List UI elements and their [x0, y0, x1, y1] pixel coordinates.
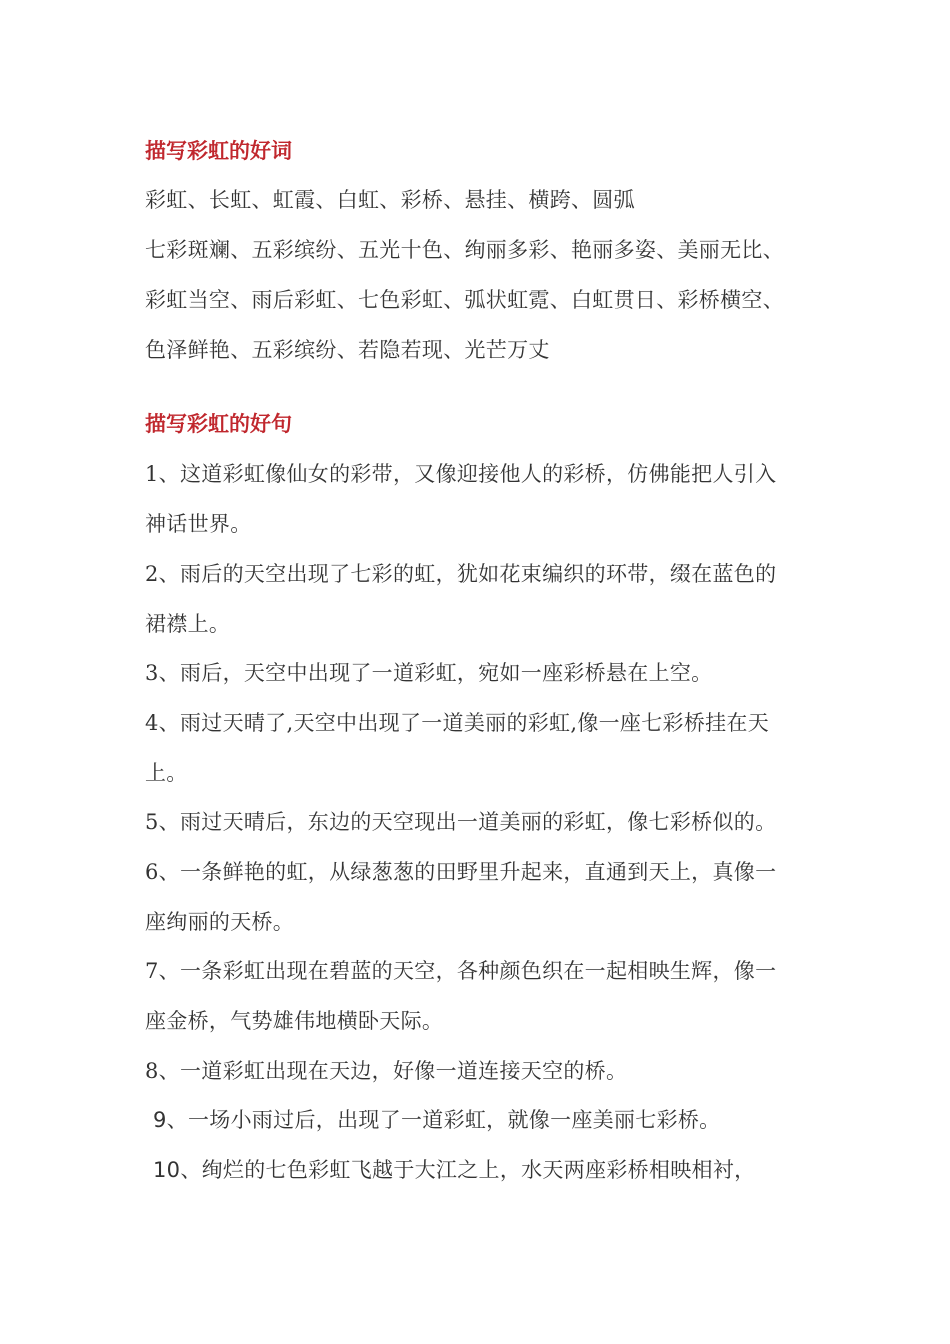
sentence-number: 4 [145, 711, 159, 735]
sentence-4-cont: 上。 [145, 761, 188, 785]
sentence-number: 8 [145, 1059, 159, 1083]
sentence-2 [145, 559, 776, 589]
sentence-number: 2 [145, 562, 159, 586]
word-line: 彩虹、长虹、虹霞、白虹、彩桥、悬挂、横跨、圆弧 [145, 188, 635, 212]
word-line: 色泽鲜艳、五彩缤纷、若隐若现、光芒万丈 [145, 338, 550, 362]
sentence-7-cont: 座金桥，气势雄伟地横卧天际。 [145, 1009, 444, 1033]
sentence-text: 、一场小雨过后，出现了一道彩虹，就像一座美丽七彩桥。 [166, 1108, 721, 1132]
sentence-3 [145, 658, 712, 688]
sentence-1 [145, 459, 776, 489]
sentence-text: 、一条鲜艳的虹，从绿葱葱的田野里升起来，直通到天上，真像一 [158, 860, 777, 884]
sentence-text: 、绚烂的七色彩虹飞越于大江之上，水天两座彩桥相映相衬， [180, 1158, 756, 1182]
sentence-text: 、雨后，天空中出现了一道彩虹，宛如一座彩桥悬在上空。 [158, 661, 713, 685]
sentence-number: 5 [145, 810, 159, 834]
sentence-10 [153, 1155, 755, 1185]
sentence-number: 7 [145, 959, 159, 983]
sentence-text: 、一条彩虹出现在碧蓝的天空，各种颜色织在一起相映生辉，像一 [158, 959, 777, 983]
sentence-6-cont: 座绚丽的天桥。 [145, 910, 295, 934]
sentence-4 [145, 708, 769, 738]
sentence-text: 、这道彩虹像仙女的彩带，又像迎接他人的彩桥，仿佛能把人引入 [158, 462, 777, 486]
sentence-text: 、雨过天晴后，东边的天空现出一道美丽的彩虹，像七彩桥似的。 [158, 810, 777, 834]
sentence-5 [145, 807, 776, 837]
sentence-7 [145, 956, 776, 986]
heading-good-sentences: 描写彩虹的好句 [145, 412, 292, 436]
sentence-text: 、雨过天晴了,天空中出现了一道美丽的彩虹,像一座七彩桥挂在天 [158, 711, 770, 735]
sentence-6 [145, 857, 776, 887]
sentence-number: 9 [153, 1108, 167, 1132]
sentence-text: 、一道彩虹出现在天边，好像一道连接天空的桥。 [158, 1059, 628, 1083]
word-line: 彩虹当空、雨后彩虹、七色彩虹、弧状虹霓、白虹贯日、彩桥横空、 [145, 288, 784, 312]
sentence-8 [145, 1056, 627, 1086]
sentence-number: 6 [145, 860, 159, 884]
word-line: 七彩斑斓、五彩缤纷、五光十色、绚丽多彩、艳丽多姿、美丽无比、 [145, 238, 784, 262]
heading-good-words: 描写彩虹的好词 [145, 139, 292, 163]
sentence-9 [153, 1105, 720, 1135]
sentence-number: 3 [145, 661, 159, 685]
sentence-number: 10 [153, 1158, 181, 1182]
sentence-2-cont: 裙襟上。 [145, 612, 231, 636]
sentence-text: 、雨后的天空出现了七彩的虹，犹如花束编织的环带，缀在蓝色的 [158, 562, 777, 586]
sentence-number: 1 [145, 462, 159, 486]
sentence-1-cont: 神话世界。 [145, 512, 252, 536]
